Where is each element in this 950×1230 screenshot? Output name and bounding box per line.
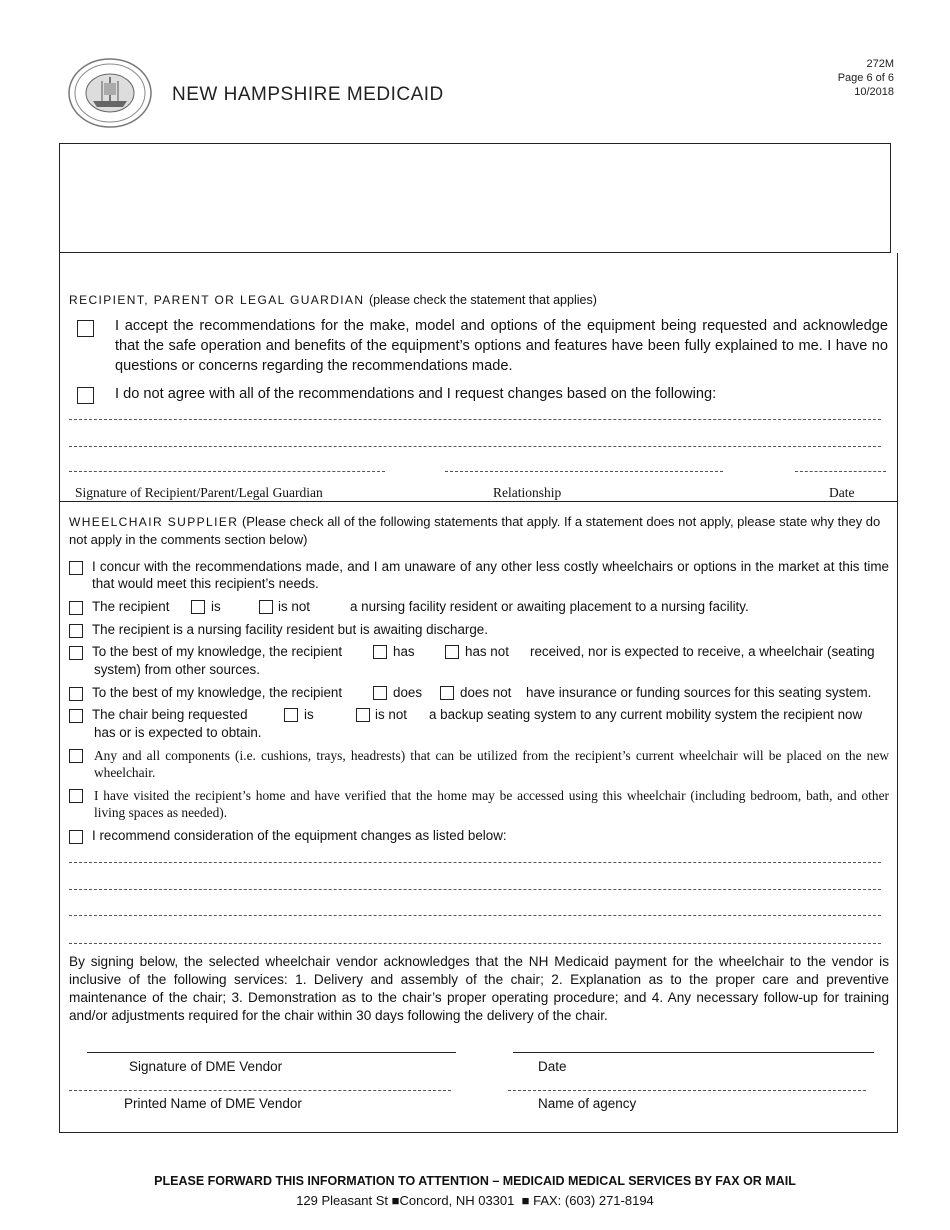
equipment-changes-statement: I recommend consideration of the equipment changes as listed below: <box>92 828 507 843</box>
changes-line-1[interactable] <box>69 862 881 863</box>
form-date: 10/2018 <box>854 86 894 98</box>
relationship-line[interactable] <box>445 471 723 472</box>
backup-seating-prefix: The chair being requested <box>92 707 248 722</box>
concur-checkbox[interactable] <box>69 561 83 575</box>
printed-name-line[interactable] <box>69 1090 451 1091</box>
comment-line-1[interactable] <box>69 419 881 420</box>
recipient-status-prefix: The recipient <box>92 599 170 614</box>
separator-square: ■ <box>391 1193 400 1208</box>
chair-is-not-label: is not <box>375 707 408 722</box>
vendor-date-line[interactable] <box>513 1052 874 1053</box>
home-visit-checkbox[interactable] <box>69 789 83 803</box>
chair-is-checkbox[interactable] <box>284 708 298 722</box>
main-form-box <box>59 253 898 1133</box>
printed-name-label: Printed Name of DME Vendor <box>124 1096 302 1111</box>
recipient-section-subtitle: (please check the statement that applies) <box>368 293 597 307</box>
has-label: has <box>393 644 415 659</box>
accept-checkbox[interactable] <box>77 320 94 337</box>
form-meta <box>838 57 894 99</box>
insurance-checkbox[interactable] <box>69 687 83 701</box>
recipient-is-not-checkbox[interactable] <box>259 600 273 614</box>
changes-line-2[interactable] <box>69 889 881 890</box>
has-not-label: has not <box>465 644 509 659</box>
recipient-signature-label: Signature of Recipient/Parent/Legal Guardian <box>75 485 323 500</box>
recipient-is-checkbox[interactable] <box>191 600 205 614</box>
equipment-changes-checkbox[interactable] <box>69 830 83 844</box>
forwarding-instructions: PLEASE FORWARD THIS INFORMATION TO ATTENTION – MEDICAID MEDICAL SERVICES BY FAX OR MAIL <box>154 1174 796 1188</box>
insurance-statement: have insurance or funding sources for this seating system. <box>526 685 872 700</box>
insurance-prefix: To the best of my knowledge, the recipient <box>92 685 343 700</box>
nursing-facility-statement: a nursing facility resident or awaiting placement to a nursing facility. <box>350 599 749 614</box>
does-not-checkbox[interactable] <box>440 686 454 700</box>
vendor-acknowledgement: By signing below, the selected wheelchair vendor acknowledges that the NH Medicaid payment for the wheelchair to the vendor is inclusive of the following services: 1. Delivery and assembly of the chair; 2. Explanation as to the proper care and preventive maintenance of the chair; 3. Demonstration as to the chair’s proper operating procedure; and 4. Any necessary follow-up for training and/or adjustments required for the chair within 30 days following the delivery of the chair. <box>69 954 889 1023</box>
vendor-signature-line[interactable] <box>87 1052 456 1053</box>
recipient-signature-line[interactable] <box>69 471 385 472</box>
fax-number: FAX: (603) 271-8194 <box>533 1193 654 1208</box>
backup-seating-checkbox[interactable] <box>69 709 83 723</box>
recipient-is-not-label: is not <box>278 599 311 614</box>
changes-line-4[interactable] <box>69 943 881 944</box>
section-divider <box>60 501 897 502</box>
disagree-statement: I do not agree with all of the recommendations and I request changes based on the following: <box>115 386 717 402</box>
does-label: does <box>393 685 423 700</box>
nursing-facility-checkbox[interactable] <box>69 601 83 615</box>
supplier-section-subtitle: (Please check all of the following statements that apply. If a statement does not apply, please state why they do not apply in the comments section below) <box>69 514 881 547</box>
backup-seating-statement: a backup seating system to any current mobility system the recipient now <box>429 707 863 722</box>
has-checkbox[interactable] <box>373 645 387 659</box>
recipient-section-title: RECIPIENT, PARENT OR LEGAL GUARDIAN <box>69 293 365 307</box>
awaiting-discharge-checkbox[interactable] <box>69 624 83 638</box>
has-not-checkbox[interactable] <box>445 645 459 659</box>
recipient-date-line[interactable] <box>795 471 886 472</box>
chair-is-label: is <box>304 707 314 722</box>
street-address: 129 Pleasant St <box>296 1193 388 1208</box>
supplier-section-title: WHEELCHAIR SUPPLIER <box>69 515 239 529</box>
other-sources-statement: received, nor is expected to receive, a wheelchair (seating <box>530 644 875 659</box>
home-visit-statement: I have visited the recipient’s home and have verified that the home may be accessed using this wheelchair (including bedroom, bath, and other living spaces as needed). <box>94 788 889 820</box>
blank-box <box>59 143 891 253</box>
chair-is-not-checkbox[interactable] <box>356 708 370 722</box>
awaiting-discharge-statement: The recipient is a nursing facility resident but is awaiting discharge. <box>92 622 488 637</box>
agency-title: NEW HAMPSHIRE MEDICAID <box>172 84 444 105</box>
page-number: Page 6 of 6 <box>837 72 894 84</box>
accept-statement: I accept the recommendations for the make, model and options of the equipment being requested and acknowledge that the safe operation and benefits of the equipment’s options and features have been fully explained to me. I have no questions or concerns regarding the recommendations made. <box>115 318 888 374</box>
form-number: 272M <box>866 58 894 70</box>
concur-statement: I concur with the recommendations made, and I am unaware of any other less costly wheelchairs or options in the market at this time that would meet this recipient’s needs. <box>92 559 889 591</box>
backup-seating-continued: has or is expected to obtain. <box>94 725 262 740</box>
mailing-address <box>0 1193 950 1208</box>
recipient-date-label: Date <box>829 485 855 500</box>
vendor-signature-label: Signature of DME Vendor <box>129 1059 283 1074</box>
relationship-label: Relationship <box>493 485 562 500</box>
supplier-section-header <box>69 513 889 549</box>
other-sources-continued: system) from other sources. <box>94 662 260 677</box>
separator-square: ■ <box>521 1193 530 1208</box>
recipient-is-label: is <box>211 599 221 614</box>
agency-name-line[interactable] <box>508 1090 866 1091</box>
state-seal-logo <box>67 57 153 129</box>
city-state-zip: Concord, NH 03301 <box>399 1193 515 1208</box>
disagree-checkbox[interactable] <box>77 387 94 404</box>
comment-line-2[interactable] <box>69 446 881 447</box>
changes-line-3[interactable] <box>69 915 881 916</box>
does-checkbox[interactable] <box>373 686 387 700</box>
other-sources-prefix: To the best of my knowledge, the recipient <box>92 644 343 659</box>
agency-name-label: Name of agency <box>538 1096 637 1111</box>
does-not-label: does not <box>460 685 512 700</box>
other-sources-checkbox[interactable] <box>69 646 83 660</box>
components-statement: Any and all components (i.e. cushions, trays, headrests) that can be utilized from the recipient’s current wheelchair will be placed on the new wheelchair. <box>94 748 889 780</box>
vendor-date-label: Date <box>538 1059 567 1074</box>
components-checkbox[interactable] <box>69 749 83 763</box>
recipient-section-header <box>69 291 597 309</box>
